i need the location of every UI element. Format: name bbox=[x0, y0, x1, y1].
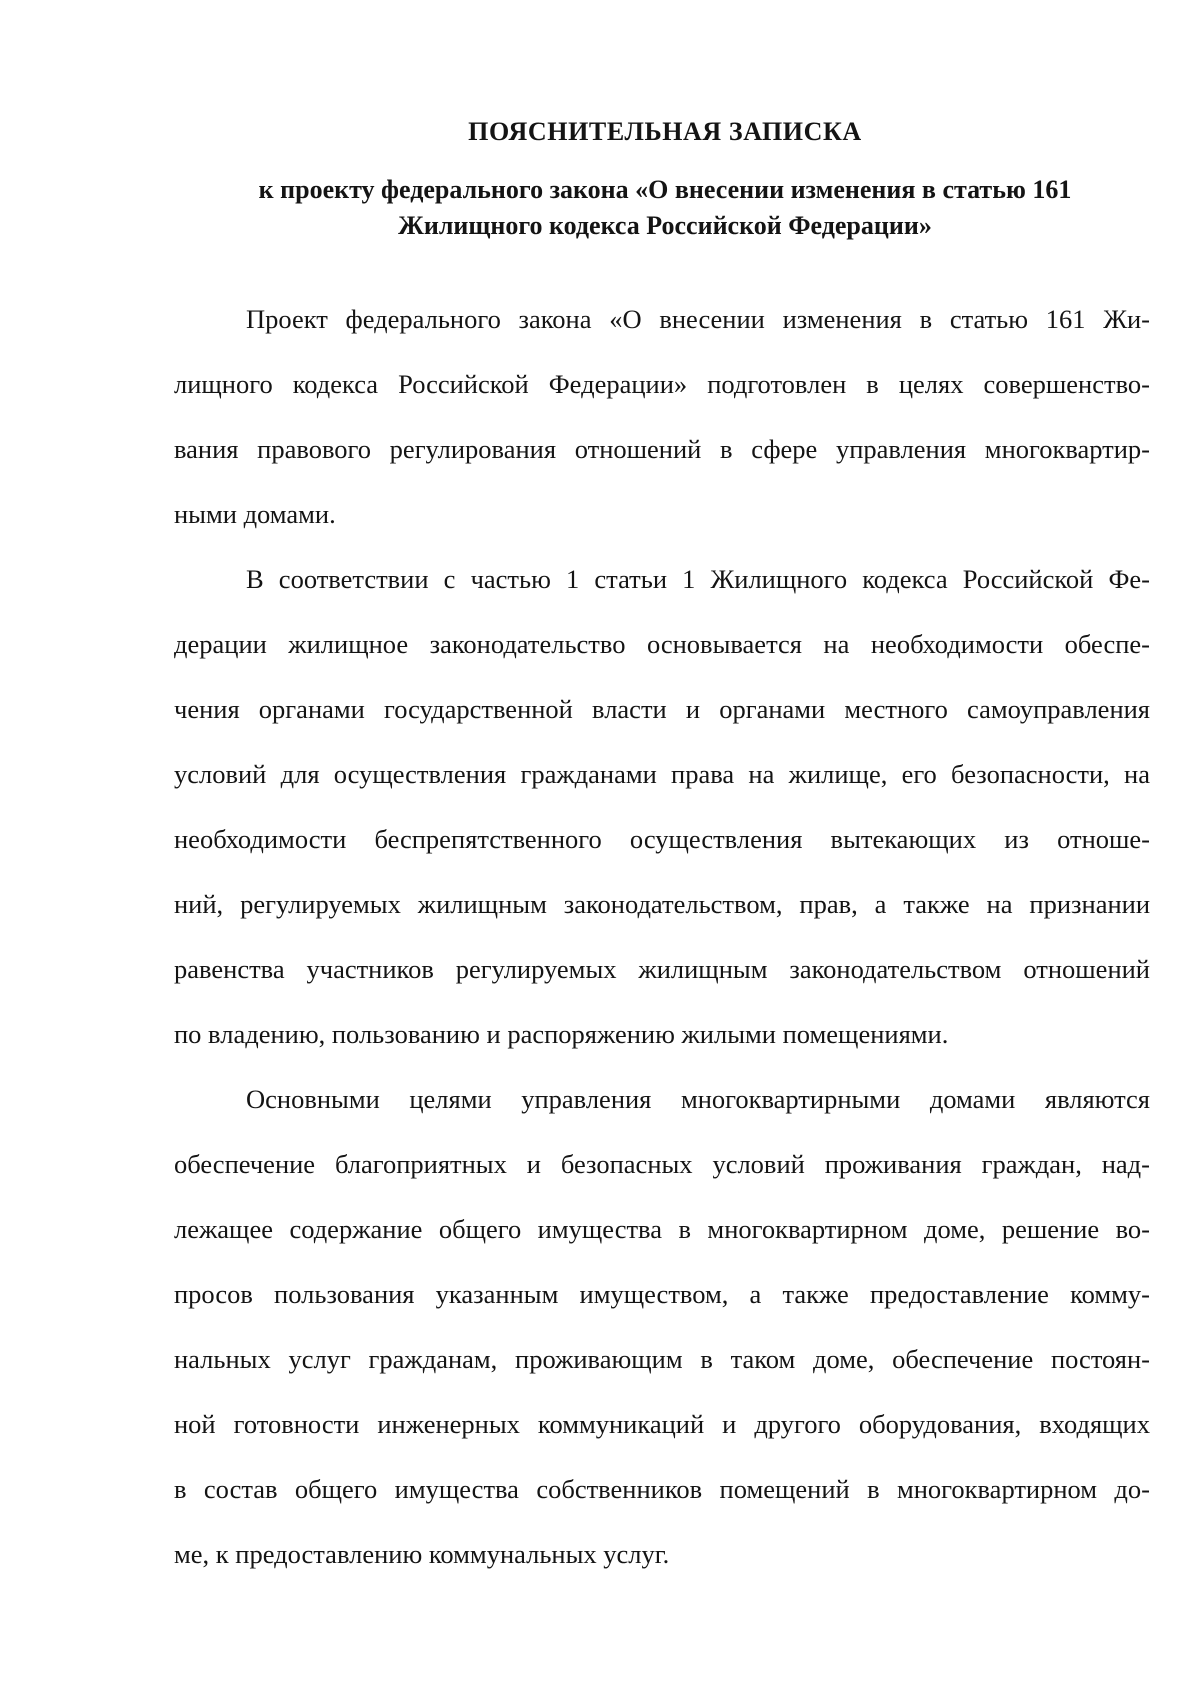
text-line: нальных услуг гражданам, проживающим в таком доме, обеспечение постоян- bbox=[174, 1344, 1150, 1374]
text-line: чения органами государственной власти и органами местного самоуправления bbox=[174, 694, 1150, 724]
paragraph-1 bbox=[174, 287, 1150, 547]
document-subtitle bbox=[170, 172, 1160, 244]
text-line: в состав общего имущества собственников помещений в многоквартирном до- bbox=[174, 1474, 1150, 1504]
text-line: Проект федерального закона «О внесении изменения в статью 161 Жи- bbox=[246, 304, 1150, 334]
text-line: ме, к предоставлению коммунальных услуг. bbox=[174, 1539, 670, 1569]
text-line: дерации жилищное законодательство основывается на необходимости обеспе- bbox=[174, 629, 1150, 659]
text-line: ний, регулируемых жилищным законодательством, прав, а также на признании bbox=[174, 889, 1150, 919]
text-line: вания правового регулирования отношений в сфере управления многоквартир- bbox=[174, 434, 1150, 464]
paragraph-2 bbox=[174, 547, 1150, 1067]
paragraph-3 bbox=[174, 1067, 1150, 1587]
text-line: необходимости беспрепятственного осуществления вытекающих из отноше- bbox=[174, 824, 1150, 854]
document-title: ПОЯСНИТЕЛЬНАЯ ЗАПИСКА bbox=[468, 117, 862, 146]
text-line: В соответствии с частью 1 статьи 1 Жилищного кодекса Российской Фе- bbox=[246, 564, 1150, 594]
subtitle-line: Жилищного кодекса Российской Федерации» bbox=[398, 211, 932, 240]
subtitle-line: к проекту федерального закона «О внесении изменения в статью 161 bbox=[258, 175, 1072, 204]
text-line: просов пользования указанным имуществом, а также предоставление комму- bbox=[174, 1279, 1150, 1309]
text-line: ной готовности инженерных коммуникаций и другого оборудования, входящих bbox=[174, 1409, 1150, 1439]
text-line: лищного кодекса Российской Федерации» подготовлен в целях совершенство- bbox=[174, 369, 1150, 399]
document-body bbox=[174, 287, 1150, 1587]
text-line: ными домами. bbox=[174, 499, 336, 529]
text-line: по владению, пользованию и распоряжению жилыми помещениями. bbox=[174, 1019, 949, 1049]
text-line: лежащее содержание общего имущества в многоквартирном доме, решение во- bbox=[174, 1214, 1150, 1244]
text-line: равенства участников регулируемых жилищным законодательством отношений bbox=[174, 954, 1150, 984]
text-line: Основными целями управления многоквартирными домами являются bbox=[246, 1084, 1150, 1114]
text-line: условий для осуществления гражданами права на жилище, его безопасности, на bbox=[174, 759, 1150, 789]
text-line: обеспечение благоприятных и безопасных условий проживания граждан, над- bbox=[174, 1149, 1150, 1179]
